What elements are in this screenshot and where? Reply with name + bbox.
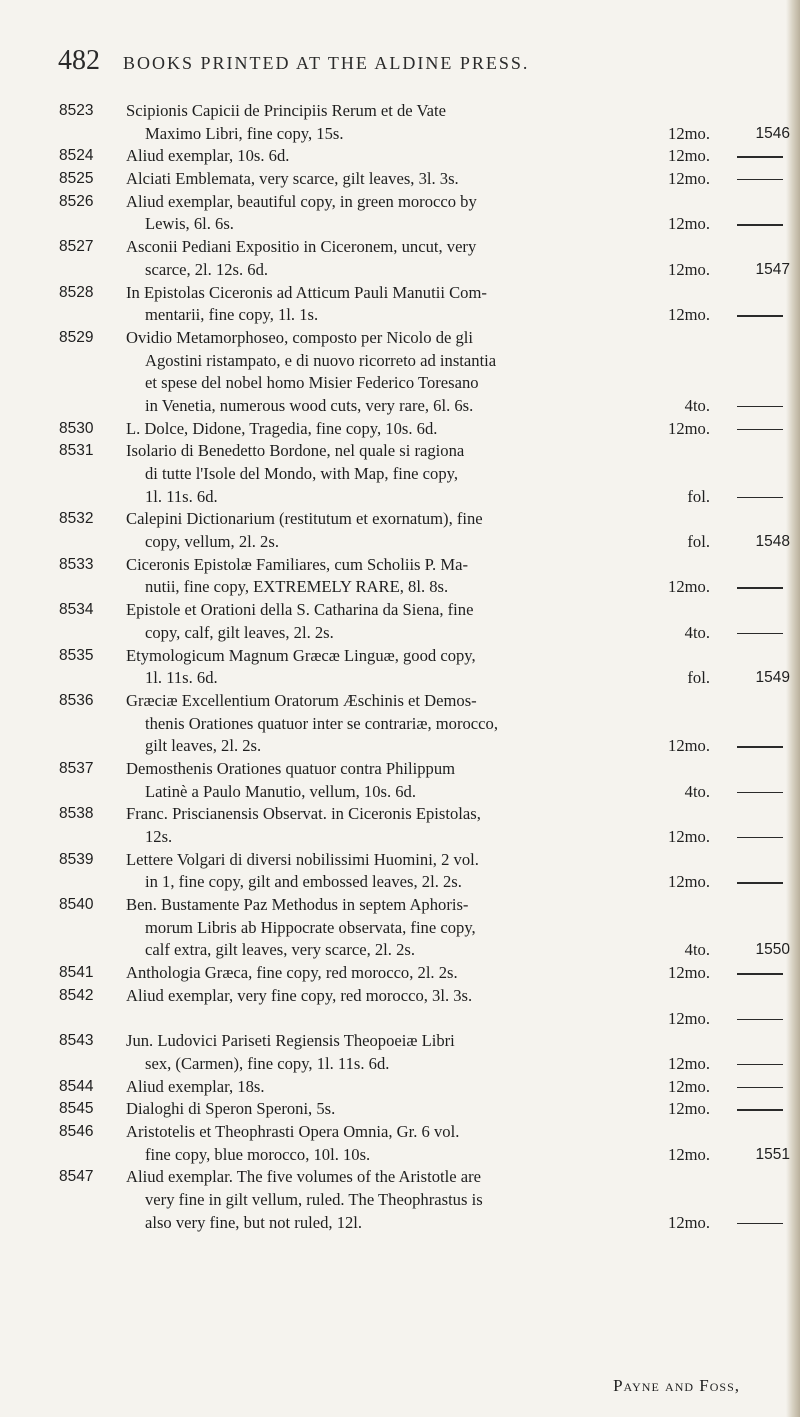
entry-text: Calepini Dictionarium (restitutum et exornatum), fine — [126, 509, 483, 529]
book-format: 12mo. — [668, 259, 710, 279]
book-format: 4to. — [684, 622, 710, 642]
entry-text: Latinè a Paulo Manutio, vellum, 10s. 6d. — [145, 781, 416, 801]
entry-text: Jun. Ludovici Pariseti Regiensis Theopoeiæ Libri — [126, 1031, 455, 1051]
catalogue-entry — [0, 758, 800, 803]
entry-text: Græciæ Excellentium Oratorum Æschinis et Demos- — [126, 690, 477, 710]
catalogue-entry — [0, 327, 800, 418]
entry-line — [0, 1212, 800, 1235]
entry-line — [0, 713, 800, 736]
entry-line — [0, 1121, 800, 1144]
book-format: 12mo. — [668, 214, 710, 234]
entry-text: Ciceronis Epistolæ Familiares, cum Scholiis P. Ma- — [126, 554, 468, 574]
publication-year: 1546 — [755, 124, 790, 142]
book-format: 12mo. — [668, 1099, 710, 1119]
entry-text: fine copy, blue morocco, 10l. 10s. — [145, 1144, 371, 1164]
lot-number: 8536 — [59, 691, 94, 709]
entry-line — [0, 1098, 800, 1121]
entry-text: very fine in gilt vellum, ruled. The Theophrastus is — [145, 1190, 483, 1209]
catalogue-entry — [0, 985, 800, 1030]
catalogue-entries — [0, 100, 800, 1234]
lot-number: 8528 — [59, 283, 94, 301]
ditto-dash — [737, 224, 783, 225]
lot-number: 8540 — [59, 896, 94, 914]
entry-line — [0, 259, 800, 282]
publication-year: 1547 — [755, 260, 790, 278]
lot-number: 8534 — [59, 601, 94, 619]
running-title: BOOKS PRINTED AT THE ALDINE PRESS. — [123, 53, 530, 73]
entry-line — [0, 894, 800, 917]
catalogue-entry — [0, 1076, 800, 1099]
catalogue-entry — [0, 508, 800, 553]
book-format: 12mo. — [668, 872, 710, 892]
entry-text: scarce, 2l. 12s. 6d. — [145, 259, 269, 279]
entry-text: Asconii Pediani Expositio in Ciceronem, uncut, very — [126, 237, 477, 257]
lot-number: 8535 — [59, 646, 94, 664]
ditto-dash — [737, 792, 783, 793]
entry-text: also very fine, but not ruled, 12l. — [145, 1212, 363, 1232]
entry-line — [0, 168, 800, 191]
lot-number: 8524 — [59, 147, 94, 165]
entry-line — [0, 622, 800, 645]
entry-line — [0, 282, 800, 305]
entry-text: Aliud exemplar, beautiful copy, in green morocco by — [126, 191, 477, 211]
lot-number: 8547 — [59, 1168, 94, 1186]
entry-line — [0, 735, 800, 758]
catalogue-entry — [0, 803, 800, 848]
entry-text: Lewis, 6l. 6s. — [145, 214, 234, 234]
entry-text: in Venetia, numerous wood cuts, very rare, 6l. 6s. — [145, 395, 474, 415]
entry-line — [0, 463, 800, 486]
catalogue-entry — [0, 100, 800, 145]
publication-year: 1551 — [755, 1145, 790, 1163]
entry-line — [0, 962, 800, 985]
entry-text: Etymologicum Magnum Græcæ Linguæ, good copy, — [126, 645, 476, 665]
entry-text: Aliud exemplar, 18s. — [126, 1076, 265, 1096]
book-format: 12mo. — [668, 123, 710, 143]
entry-text: Scipionis Capicii de Principiis Rerum et de Vate — [126, 101, 446, 120]
ditto-dash — [737, 1223, 783, 1224]
entry-text: Alciati Emblemata, very scarce, gilt leaves, 3l. 3s. — [126, 169, 459, 189]
lot-number: 8546 — [59, 1122, 94, 1140]
entry-text: gilt leaves, 2l. 2s. — [145, 736, 262, 756]
entry-text: Aristotelis et Theophrasti Opera Omnia, Gr. 6 vol. — [126, 1121, 460, 1141]
catalogue-entry — [0, 894, 800, 962]
entry-text: sex, (Carmen), fine copy, 1l. 11s. 6d. — [145, 1053, 390, 1073]
entry-line — [0, 145, 800, 168]
entry-line — [0, 123, 800, 146]
book-format: 4to. — [684, 395, 710, 415]
catalogue-entry — [0, 554, 800, 599]
ditto-dash — [737, 882, 783, 883]
entry-line — [0, 917, 800, 940]
ditto-dash — [737, 429, 783, 430]
ditto-dash — [737, 406, 783, 407]
catalogue-entry — [0, 440, 800, 508]
book-format: 4to. — [684, 781, 710, 801]
lot-number: 8531 — [59, 442, 94, 460]
entry-text: Ben. Bustamente Paz Methodus in septem Aphoris- — [126, 895, 469, 915]
book-format: 12mo. — [668, 418, 710, 438]
ditto-dash — [737, 1087, 783, 1088]
entry-text: Ovidio Metamorphoseo, composto per Nicolo de gli — [126, 327, 474, 347]
entry-line — [0, 939, 800, 962]
entry-text: Lettere Volgari di diversi nobilissimi Huomini, 2 vol. — [126, 849, 479, 869]
entry-text: mentarii, fine copy, 1l. 1s. — [145, 305, 319, 325]
entry-text: Aliud exemplar, very fine copy, red morocco, 3l. 3s. — [126, 985, 473, 1005]
ditto-dash — [737, 837, 783, 838]
book-format: 12mo. — [668, 1144, 710, 1164]
entry-text: L. Dolce, Didone, Tragedia, fine copy, 10s. 6d. — [126, 418, 438, 438]
lot-number: 8526 — [59, 192, 94, 210]
ditto-dash — [737, 1109, 783, 1110]
lot-number: 8543 — [59, 1032, 94, 1050]
entry-line — [0, 440, 800, 463]
entry-line — [0, 418, 800, 441]
entry-text: Aliud exemplar. The five volumes of the Aristotle are — [126, 1167, 481, 1187]
ditto-dash — [737, 633, 783, 634]
book-format: 12mo. — [668, 1212, 710, 1232]
ditto-dash — [737, 587, 783, 588]
catalogue-entry — [0, 599, 800, 644]
catalogue-entry — [0, 191, 800, 236]
lot-number: 8533 — [59, 555, 94, 573]
catalogue-entry — [0, 168, 800, 191]
lot-number: 8544 — [59, 1077, 94, 1095]
catalogue-entry — [0, 418, 800, 441]
lot-number: 8539 — [59, 850, 94, 868]
entry-line — [0, 645, 800, 668]
lot-number: 8529 — [59, 328, 94, 346]
entry-text: 1l. 11s. 6d. — [145, 668, 218, 688]
entry-text: Agostini ristampato, e di nuovo ricorreto ad instantia — [145, 350, 497, 370]
entry-text: nutii, fine copy, EXTREMELY RARE, 8l. 8s. — [145, 577, 449, 597]
entry-text: 12s. — [145, 827, 173, 846]
entry-line — [0, 191, 800, 214]
entry-line — [0, 372, 800, 395]
page-number: 482 — [58, 45, 100, 76]
book-format: 4to. — [684, 940, 710, 960]
entry-text: Aliud exemplar, 10s. 6d. — [126, 146, 290, 166]
entry-line — [0, 826, 800, 849]
lot-number: 8532 — [59, 510, 94, 528]
entry-text: in 1, fine copy, gilt and embossed leaves, 2l. 2s. — [145, 872, 462, 892]
publication-year: 1549 — [755, 669, 790, 687]
book-format: 12mo. — [668, 1008, 710, 1028]
publisher-footer: Payne and Foss, — [613, 1376, 740, 1395]
lot-number: 8530 — [59, 419, 94, 437]
entry-text: Anthologia Græca, fine copy, red morocco, 2l. 2s. — [126, 963, 458, 983]
publication-year: 1550 — [755, 941, 790, 959]
catalogue-entry — [0, 962, 800, 985]
ditto-dash — [737, 1064, 783, 1065]
entry-line — [0, 1144, 800, 1167]
page-header — [58, 45, 698, 79]
catalogue-entry — [0, 1166, 800, 1234]
entry-line — [0, 508, 800, 531]
catalogue-entry — [0, 236, 800, 281]
entry-text: In Epistolas Ciceronis ad Atticum Pauli Manutii Com- — [126, 282, 487, 302]
catalogue-entry — [0, 1030, 800, 1075]
lot-number: 8545 — [59, 1100, 94, 1118]
book-format: fol. — [687, 532, 710, 552]
catalogue-entry — [0, 145, 800, 168]
entry-line — [0, 1076, 800, 1099]
entry-text: di tutte l'Isole del Mondo, with Map, fine copy, — [145, 464, 458, 483]
entry-text: Franc. Priscianensis Observat. in Ciceronis Epistolas, — [126, 804, 481, 824]
entry-text: et spese del nobel homo Misier Federico Toresano — [145, 373, 479, 393]
entry-text: copy, vellum, 2l. 2s. — [145, 532, 279, 552]
entry-text: Demosthenis Orationes quatuor contra Philippum — [126, 758, 456, 778]
entry-text: Epistole et Orationi della S. Catharina da Siena, fine — [126, 600, 474, 620]
ditto-dash — [737, 156, 783, 157]
ditto-dash — [737, 179, 783, 180]
book-format: 12mo. — [668, 963, 710, 983]
lot-number: 8523 — [59, 102, 94, 119]
entry-line — [0, 304, 800, 327]
entry-line — [0, 236, 800, 259]
entry-text: morum Libris ab Hippocrate observata, fine copy, — [145, 917, 476, 937]
ditto-dash — [737, 315, 783, 316]
lot-number: 8537 — [59, 759, 94, 777]
entry-line — [0, 350, 800, 373]
book-format: 12mo. — [668, 736, 710, 756]
ditto-dash — [737, 746, 783, 747]
entry-line — [0, 871, 800, 894]
entry-line — [0, 213, 800, 236]
entry-line — [0, 667, 800, 690]
ditto-dash — [737, 1019, 783, 1020]
book-format: 12mo. — [668, 1053, 710, 1073]
book-format: 12mo. — [668, 827, 710, 846]
entry-line — [0, 1053, 800, 1076]
entry-text: calf extra, gilt leaves, very scarce, 2l. 2s. — [145, 940, 415, 960]
entry-line — [0, 486, 800, 509]
ditto-dash — [737, 497, 783, 498]
entry-line — [0, 1030, 800, 1053]
book-format: 12mo. — [668, 146, 710, 166]
catalogue-entry — [0, 1098, 800, 1121]
entry-line — [0, 576, 800, 599]
entry-text: Isolario di Benedetto Bordone, nel quale si ragiona — [126, 441, 465, 461]
entry-line — [0, 599, 800, 622]
entry-text: copy, calf, gilt leaves, 2l. 2s. — [145, 622, 334, 642]
entry-line — [0, 1008, 800, 1031]
lot-number: 8527 — [59, 238, 94, 256]
entry-line — [0, 849, 800, 872]
book-format: fol. — [687, 668, 710, 688]
catalogue-entry — [0, 645, 800, 690]
book-format: fol. — [687, 486, 710, 506]
entry-line — [0, 531, 800, 554]
entry-line — [0, 781, 800, 804]
catalogue-entry — [0, 849, 800, 894]
entry-line — [0, 395, 800, 418]
lot-number: 8542 — [59, 986, 94, 1004]
publication-year: 1548 — [755, 533, 790, 551]
entry-line — [0, 327, 800, 350]
book-format: 12mo. — [668, 305, 710, 325]
book-format: 12mo. — [668, 577, 710, 597]
entry-line — [0, 803, 800, 826]
entry-text: 1l. 11s. 6d. — [145, 486, 218, 506]
catalogue-entry — [0, 1121, 800, 1166]
lot-number: 8538 — [59, 805, 94, 823]
entry-line — [0, 985, 800, 1008]
book-format: 12mo. — [668, 1076, 710, 1096]
entry-line — [0, 554, 800, 577]
lot-number: 8525 — [59, 170, 94, 188]
catalogue-entry — [0, 690, 800, 758]
lot-number: 8541 — [59, 964, 94, 982]
entry-line — [0, 100, 800, 123]
catalogue-entry — [0, 282, 800, 327]
entry-text: Dialoghi di Speron Speroni, 5s. — [126, 1099, 336, 1119]
book-format: 12mo. — [668, 169, 710, 189]
ditto-dash — [737, 973, 783, 974]
entry-line — [0, 758, 800, 781]
entry-text: Maximo Libri, fine copy, 15s. — [145, 123, 344, 143]
entry-line — [0, 1189, 800, 1212]
entry-line — [0, 1166, 800, 1189]
entry-line — [0, 690, 800, 713]
entry-text: thenis Orationes quatuor inter se contrariæ, morocco, — [145, 713, 498, 733]
